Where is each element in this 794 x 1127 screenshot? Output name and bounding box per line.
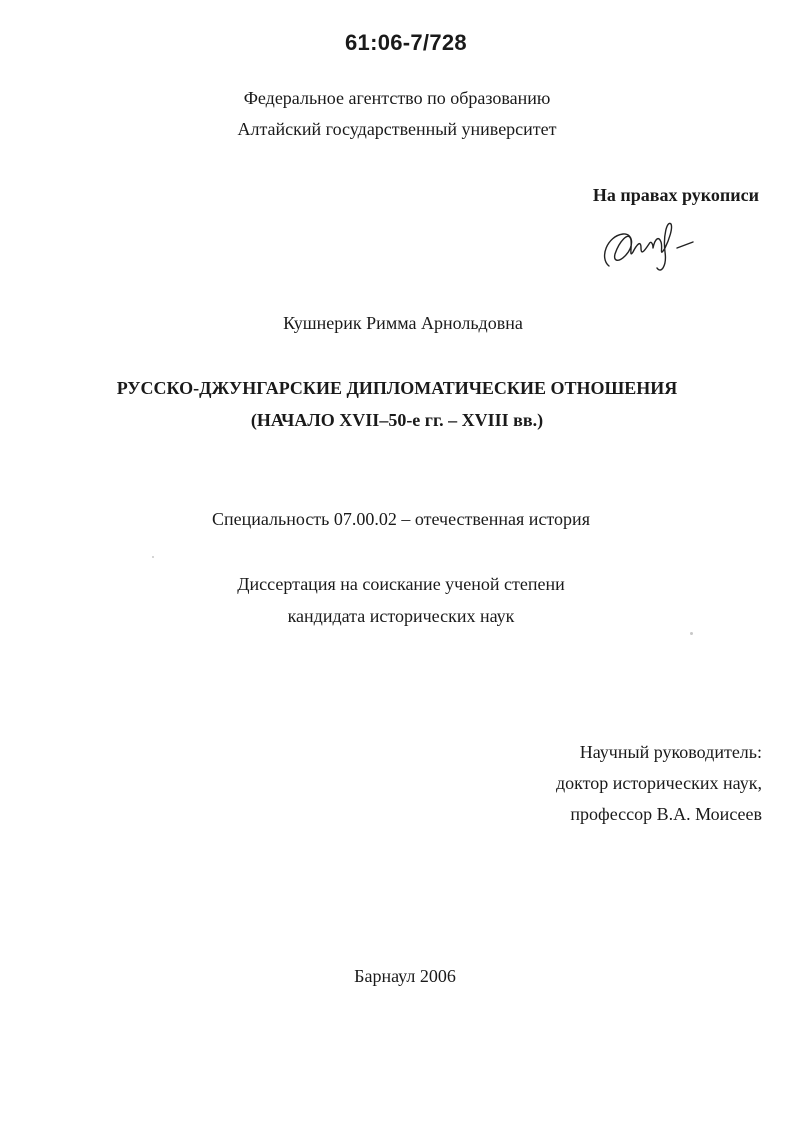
supervisor-name: профессор В.А. Моисеев <box>570 804 762 824</box>
dissertation-title-line-1: РУССКО-ДЖУНГАРСКИЕ ДИПЛОМАТИЧЕСКИЕ ОТНОШЕНИЯ <box>116 378 678 398</box>
dissertation-degree-line-1: Диссертация на соискание ученой степени <box>237 574 565 594</box>
supervisor-label: Научный руководитель: <box>579 742 762 762</box>
scan-speck <box>152 556 154 558</box>
author-name: Кушнерик Римма Арнольдовна <box>283 313 523 333</box>
author-signature <box>595 218 705 278</box>
supervisor-block <box>556 737 762 830</box>
city-year: Барнаул 2006 <box>354 966 456 986</box>
agency-name: Федеральное агентство по образованию <box>243 88 551 108</box>
university-name: Алтайский государственный университет <box>237 119 557 139</box>
scan-speck <box>690 632 693 635</box>
catalog-number: 61:06-7/728 <box>345 30 467 55</box>
manuscript-rights-note: На правах рукописи <box>592 185 759 205</box>
dissertation-degree-line-2: кандидата исторических наук <box>287 606 515 626</box>
dissertation-title-line-2: (НАЧАЛО XVII–50-е гг. – XVIII вв.) <box>250 410 544 430</box>
supervisor-degree: доктор исторических наук, <box>556 773 762 793</box>
specialty: Специальность 07.00.02 – отечественная история <box>212 509 590 529</box>
